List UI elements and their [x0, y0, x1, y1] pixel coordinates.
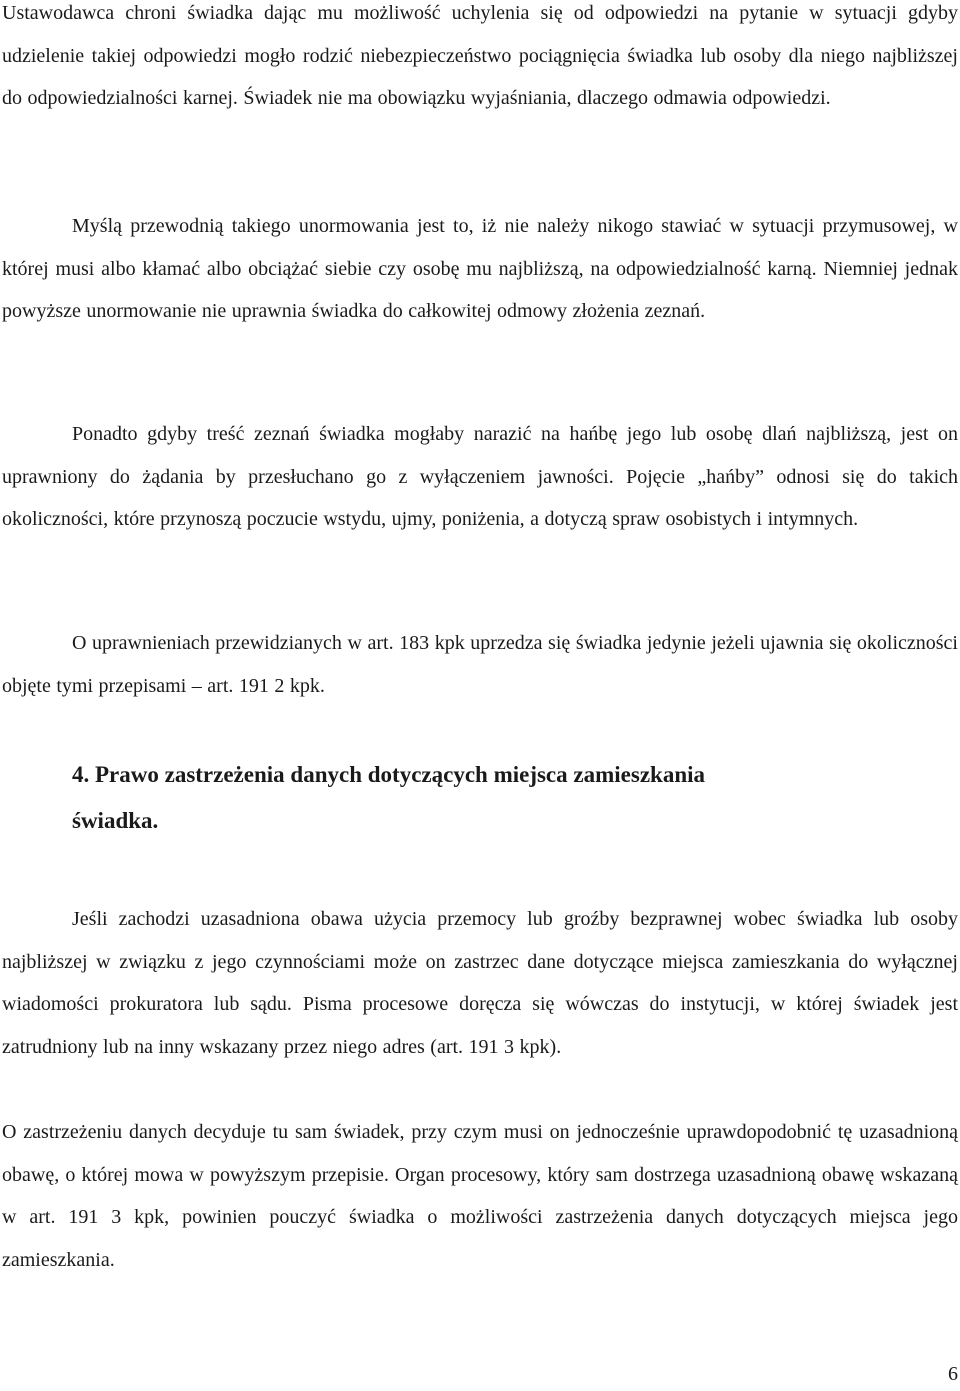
paragraph-art-183 — [2, 622, 958, 707]
paragraph-witness-refusal — [2, 0, 958, 120]
paragraph-text: O uprawnieniach przewidzianych w art. 183 kpk uprzedza się świadka jedynie jeżeli ujawnia się okoliczności objęte tymi przepisami – art. 191 2 kpk. — [2, 632, 958, 697]
paragraph-text: O zastrzeżeniu danych decyduje tu sam świadek, przy czym musi on jednocześnie uprawdopodobnić tę uzasadnioną obawę, o której mowa w powyższym przepisie. Organ procesowy, który sam dostrzega uzasadnioną obawę wskazaną w art. 191 3 kpk, powinien pouczyć świadka o możliwości zastrzeżenia danych dotyczących miejsca jego zamieszkania. — [2, 1121, 958, 1271]
paragraph-rationale — [2, 205, 958, 333]
paragraph-text: Ustawodawca chroni świadka dając mu możliwość uchylenia się od odpowiedzi na pytanie w sytuacji gdyby udzielenie takiej odpowiedzi mogło rodzić niebezpieczeństwo pociągnięcia świadka lub osoby dla niego najbliższej do odpowiedzialności karnej. Świadek nie ma obowiązku wyjaśniania, dlaczego odmawia odpowiedzi. — [2, 2, 958, 110]
page-number: 6 — [948, 1363, 958, 1385]
heading-line-2: świadka. — [72, 808, 159, 833]
paragraph-text: Ponadto gdyby treść zeznań świadka mogłaby narazić na hańbę jego lub osobę dlań najbliższą, jest on uprawniony do żądania by przesłuchano go z wyłączeniem jawności. Pojęcie „hańby” odnosi się do takich okoliczności, które przynoszą poczucie wstydu, ujmy, poniżenia, a dotyczą spraw osobistych i intymnych. — [2, 423, 958, 531]
paragraph-disgrace — [2, 413, 958, 541]
paragraph-address-reservation — [2, 898, 958, 1068]
paragraph-text: Myślą przewodnią takiego unormowania jest to, iż nie należy nikogo stawiać w sytuacji przymusowej, w której musi albo kłamać albo obciążać siebie czy osobę mu najbliższą, na odpowiedzialność karną. Niemniej jednak powyższe unormowanie nie uprawnia świadka do całkowitej odmowy złożenia zeznań. — [2, 215, 958, 323]
heading-line-1: 4. Prawo zastrzeżenia danych dotyczących miejsca zamieszkania — [72, 762, 705, 787]
paragraph-text: Jeśli zachodzi uzasadniona obawa użycia przemocy lub groźby bezprawnej wobec świadka lub osoby najbliższej w związku z jego czynnościami może on zastrzec dane dotyczące miejsca zamieszkania do wyłącznej wiadomości prokuratora lub sądu. Pisma procesowe doręcza się wówczas do instytucji, w której świadek jest zatrudniony lub na inny wskazany przez niego adres (art. 191 3 kpk). — [2, 908, 958, 1058]
section-heading — [72, 752, 932, 844]
paragraph-decision — [2, 1111, 958, 1281]
